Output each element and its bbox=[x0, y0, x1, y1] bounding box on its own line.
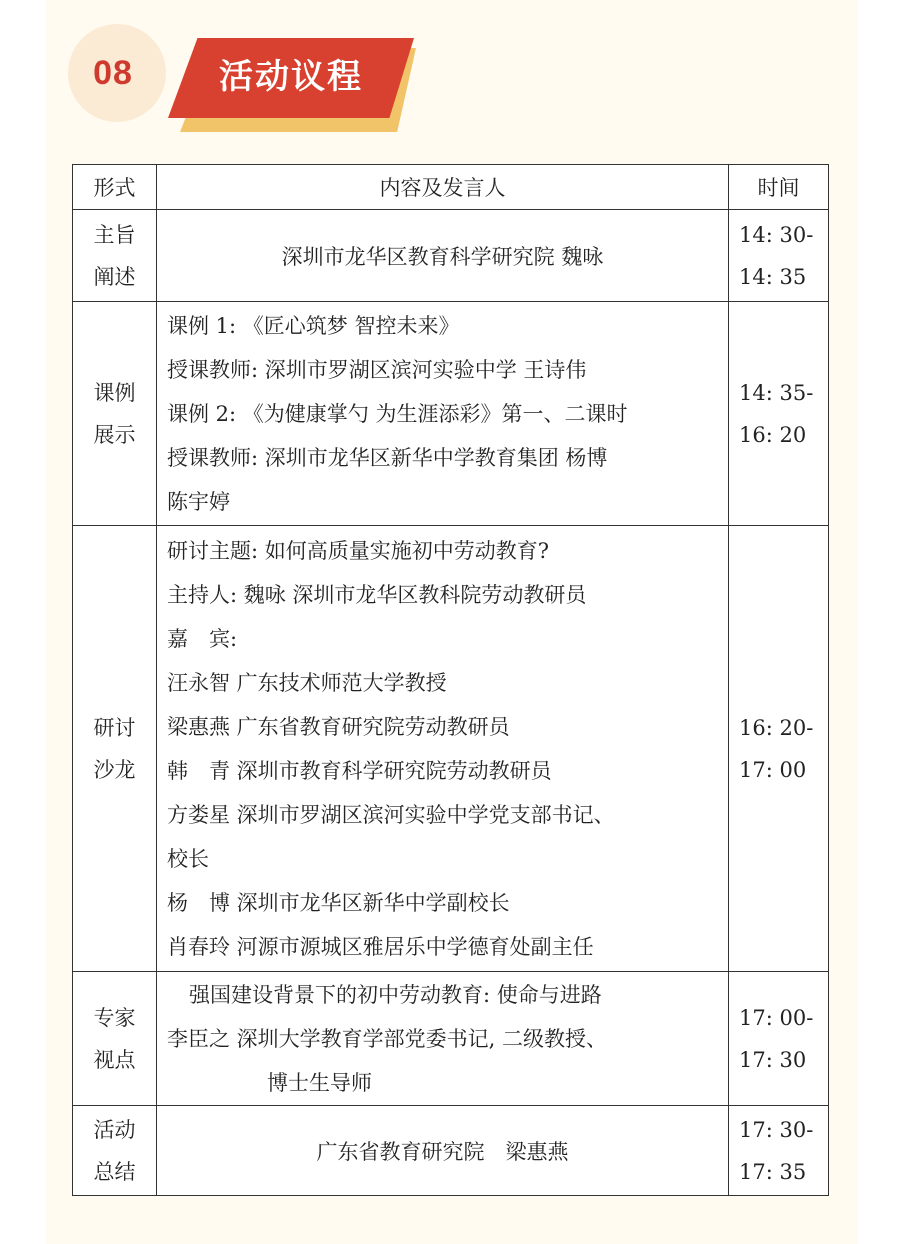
table-row bbox=[73, 302, 829, 526]
table-row bbox=[73, 210, 829, 302]
header-form: 形式 bbox=[73, 165, 157, 210]
row-form: 主旨 阐述 bbox=[73, 210, 157, 302]
row-time: 14: 35- 16: 20 bbox=[729, 302, 829, 526]
header-content: 内容及发言人 bbox=[157, 165, 729, 210]
row-content: 强国建设背景下的初中劳动教育: 使命与进路 李臣之 深圳大学教育学部党委书记, 二级教授、 博士生导师 bbox=[157, 972, 729, 1106]
section-title: 活动议程 bbox=[219, 57, 363, 97]
row-time: 14: 30- 14: 35 bbox=[729, 210, 829, 302]
row-content: 研讨主题: 如何高质量实施初中劳动教育? 主持人: 魏咏 深圳市龙华区教科院劳动教研员 嘉 宾: 汪永智 广东技术师范大学教授 梁惠燕 广东省教育研究院劳动教研员 韩 青 深圳市教育科学研究院劳动教研员 方娄星 深圳市罗湖区滨河实验中学党支部书记、 校长 杨 博 深圳市龙华区新华中学副校长 肖春玲 河源市源城区雅居乐中学德育处副主任 bbox=[157, 526, 729, 972]
row-time: 17: 00- 17: 30 bbox=[729, 972, 829, 1106]
row-form: 专家 视点 bbox=[73, 972, 157, 1106]
header-time: 时间 bbox=[729, 165, 829, 210]
row-form: 课例 展示 bbox=[73, 302, 157, 526]
table-row bbox=[73, 972, 829, 1106]
table-row bbox=[73, 1106, 829, 1196]
section-number: 08 bbox=[93, 54, 133, 92]
row-content: 广东省教育研究院 梁惠燕 bbox=[157, 1106, 729, 1196]
row-time: 16: 20- 17: 00 bbox=[729, 526, 829, 972]
row-time: 17: 30- 17: 35 bbox=[729, 1106, 829, 1196]
row-content: 课例 1: 《匠心筑梦 智控未来》 授课教师: 深圳市罗湖区滨河实验中学 王诗伟 课例 2: 《为健康掌勺 为生涯添彩》第一、二课时 授课教师: 深圳市龙华区新华中学教育集团 杨博 陈宇婷 bbox=[157, 302, 729, 526]
row-content: 深圳市龙华区教育科学研究院 魏咏 bbox=[157, 210, 729, 302]
agenda-table bbox=[72, 164, 829, 1196]
row-form: 活动 总结 bbox=[73, 1106, 157, 1196]
row-form: 研讨 沙龙 bbox=[73, 526, 157, 972]
table-row bbox=[73, 526, 829, 972]
table-header-row bbox=[73, 165, 829, 210]
